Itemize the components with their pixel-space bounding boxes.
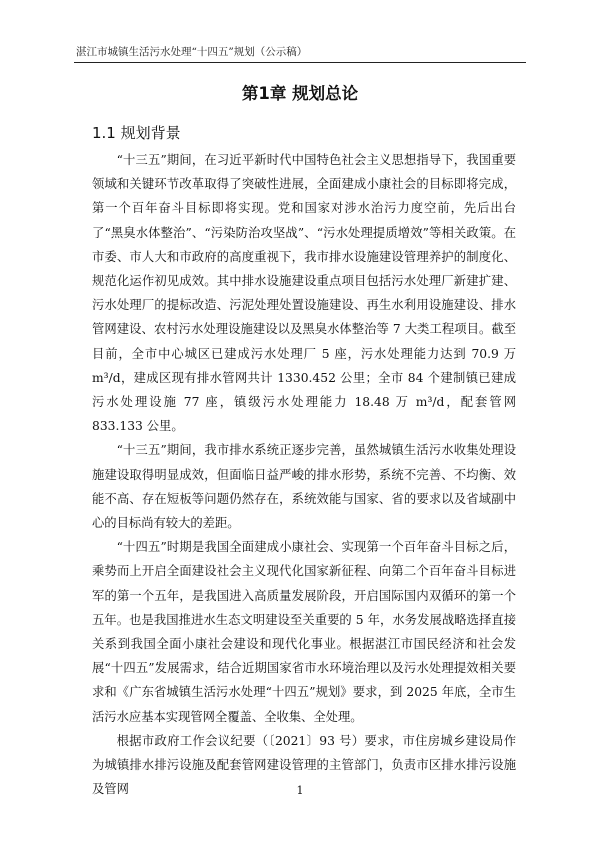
paragraph: “十三五”期间，在习近平新时代中国特色社会主义思想指导下，我国重要领域和关键环节改革取得了突破性进展，全面建成小康社会的目标即将完成，第一个百年奋斗目标即将实现。党和国家对涉水治污力度空前，先后出台了“黑臭水体整治”、“污染防治攻坚战”、“污水处理提质增效”等相关政策。在市委、市人大和市政府的高度重视下，我市排水设施建设管理养护的制度化、规范化运作初见成效。其中排水设施建设重点项目包括污水处理厂新建扩建、污水处理厂的提标改造、污泥处理处置设施建设、再生水利用设施建设、排水管网建设、农村污水处理设施建设以及黑臭水体整治等 7 大类工程项目。截至目前，全市中心城区已建成污水处理厂 5 座，污水处理能力达到 70.9 万 m³/d，建成区现有排水管网共计 1330.452 公里；全市 84 个建制镇已建成污水处理设施 77 座，镇级污水处理能力 18.48 万 m³/d，配套管网 833.133 公里。 bbox=[92, 153, 516, 434]
chapter-title: 第1章 规划总论 bbox=[241, 84, 359, 103]
body-text bbox=[92, 148, 516, 801]
running-header: 湛江市城镇生活污水处理“十四五”规划（公示稿） bbox=[76, 46, 308, 58]
page-number: 1 bbox=[296, 784, 304, 797]
section-title: 1.1 规划背景 bbox=[92, 124, 181, 142]
paragraph: “十三五”期间，我市排水系统正逐步完善，虽然城镇生活污水收集处理设施建设取得明显成效，但面临日益严峻的排水形势，系统不完善、不均衡、效能不高、存在短板等问题仍然存在，系统效能与国家、省的要求以及省域副中心的目标尚有较大的差距。 bbox=[92, 443, 516, 531]
paragraph: 根据市政府工作会议纪要（〔2021〕93 号）要求，市住房城乡建设局作为城镇排水排污设施及配套管网建设管理的主管部门，负责市区排水排污设施及管网 bbox=[92, 733, 516, 797]
header-divider bbox=[74, 62, 526, 63]
paragraph: “十四五”时期是我国全面建成小康社会、实现第一个百年奋斗目标之后，乘势而上开启全面建设社会主义现代化国家新征程、向第二个百年奋斗目标进军的第一个五年，是我国进入高质量发展阶段，开启国际国内双循环的第一个五年。也是我国推进水生态文明建设至关重要的 5 年，水务发展战略选择直接关系到我国全面小康社会建设和现代化事业。根据湛江市国民经济和社会发展“十四五”发展需求，结合近期国家省市水环境治理以及污水处理提效相关要求和《广东省城镇生活污水处理“十四五”规划》要求，到 2025 年底，全市生活污水应基本实现管网全覆盖、全收集、全处理。 bbox=[92, 540, 516, 724]
